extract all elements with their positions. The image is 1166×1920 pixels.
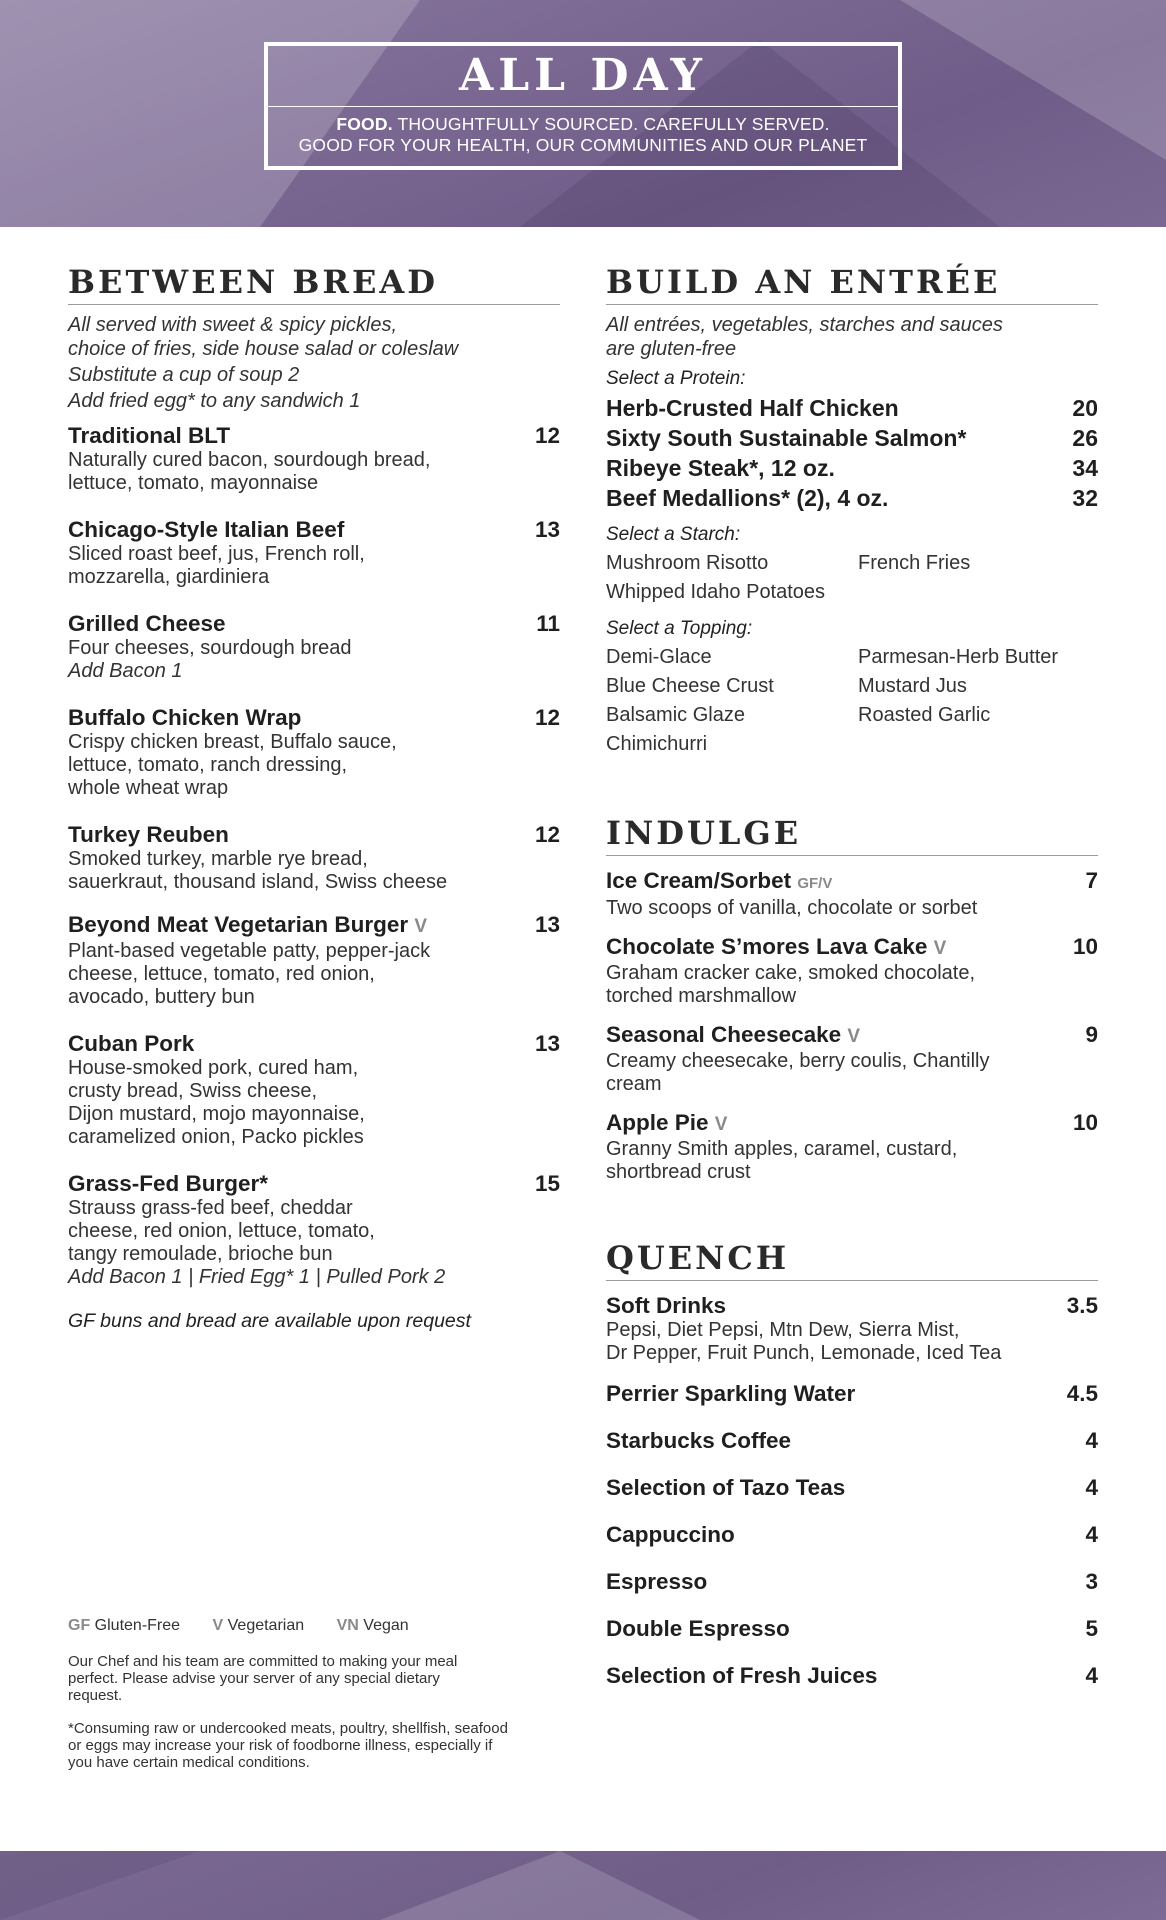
raw-food-warning: *Consuming raw or undercooked meats, poultry, shellfish, seafood or eggs may increase your risk of foodborne illness, especially if you have certain medical conditions. <box>68 1720 508 1771</box>
item-name: Seasonal Cheesecake <box>606 1022 842 1047</box>
right-column <box>606 262 1098 1689</box>
menu-item <box>68 611 560 683</box>
item-name: Espresso <box>606 1569 708 1594</box>
note-line: Add fried egg* to any sandwich 1 <box>68 390 361 412</box>
gf-v-tag: GF/V <box>797 875 833 892</box>
item-price: 9 <box>1085 1022 1098 1047</box>
drink-item <box>606 1475 1098 1501</box>
item-name: Turkey Reuben <box>68 822 229 847</box>
item-desc: cream <box>606 1073 662 1095</box>
legend-gf-code: GF <box>68 1617 91 1634</box>
starch-option <box>858 578 1098 607</box>
item-price: 4 <box>1085 1475 1098 1500</box>
topping-option: Roasted Garlic <box>858 704 991 726</box>
item-desc: Dijon mustard, mojo mayonnaise, <box>68 1103 365 1125</box>
starch-grid <box>606 549 1098 607</box>
section-title-indulge: INDULGE <box>606 813 1098 856</box>
item-name: Selection of Fresh Juices <box>606 1663 878 1688</box>
section-title-quench: QUENCH <box>606 1238 1098 1281</box>
item-price: 12 <box>534 423 560 448</box>
item-desc: Granny Smith apples, caramel, custard, <box>606 1138 958 1160</box>
topping-grid <box>606 643 1098 759</box>
drink-item <box>606 1663 1098 1689</box>
item-desc: House-smoked pork, cured ham, <box>68 1057 359 1079</box>
menu-title: ALL DAY <box>459 50 707 101</box>
between-bread-notes <box>68 313 560 413</box>
item-desc: cheese, red onion, lettuce, tomato, <box>68 1220 375 1242</box>
item-name: Selection of Tazo Teas <box>606 1475 846 1500</box>
item-desc: Strauss grass-fed beef, cheddar <box>68 1197 353 1219</box>
item-desc: shortbread crust <box>606 1161 751 1183</box>
drink-item <box>606 1569 1098 1595</box>
starch-option: Mushroom Risotto <box>606 552 769 574</box>
item-desc: Two scoops of vanilla, chocolate or sorbet <box>606 897 978 919</box>
legend-row <box>68 1617 518 1635</box>
protein-price: 26 <box>1072 425 1098 451</box>
protein-name: Sixty South Sustainable Salmon* <box>606 425 967 451</box>
item-desc: Creamy cheesecake, berry coulis, Chantilly <box>606 1050 990 1072</box>
item-desc: cheese, lettuce, tomato, red onion, <box>68 963 375 985</box>
item-name-wrap <box>606 868 832 897</box>
chef-note: Our Chef and his team are committed to making your meal perfect. Please advise your server of any special dietary request. <box>68 1653 458 1704</box>
item-price: 10 <box>1072 934 1098 959</box>
item-name: Double Espresso <box>606 1616 790 1641</box>
drink-item <box>606 1428 1098 1454</box>
legend-v-code: V <box>212 1617 224 1634</box>
item-desc: avocado, buttery bun <box>68 986 255 1008</box>
item-name: Grass-Fed Burger* <box>68 1171 269 1196</box>
protein-price: 32 <box>1072 485 1098 511</box>
item-name: Traditional BLT <box>68 423 231 448</box>
item-desc: mozzarella, giardiniera <box>68 566 270 588</box>
protein-name: Beef Medallions* (2), 4 oz. <box>606 485 889 511</box>
item-desc: Graham cracker cake, smoked chocolate, <box>606 962 976 984</box>
note-line: choice of fries, side house salad or coleslaw <box>68 338 459 360</box>
menu-item <box>68 912 560 1009</box>
starch-option: Whipped Idaho Potatoes <box>606 581 826 603</box>
footer-band <box>0 1851 1166 1920</box>
menu-item <box>68 1031 560 1149</box>
starch-option: French Fries <box>858 552 971 574</box>
header-banner <box>0 0 1166 227</box>
section-title-build-entree: BUILD AN ENTRÉE <box>606 262 1098 305</box>
tagline <box>268 107 898 156</box>
vegetarian-tag: V <box>933 938 947 959</box>
drink-item <box>606 1522 1098 1548</box>
legend-v-label: Vegetarian <box>227 1617 305 1634</box>
menu-item <box>68 705 560 800</box>
item-desc: crusty bread, Swiss cheese, <box>68 1080 317 1102</box>
item-price: 4 <box>1085 1522 1098 1547</box>
item-addon: Add Bacon 1 <box>68 660 183 682</box>
item-name: Apple Pie <box>606 1110 709 1135</box>
item-name: Chicago-Style Italian Beef <box>68 517 345 542</box>
item-price: 10 <box>1072 1110 1098 1135</box>
protein-name: Ribeye Steak*, 12 oz. <box>606 455 835 481</box>
tagline-line1: THOUGHTFULLY SOURCED. CAREFULLY SERVED. <box>397 114 830 134</box>
item-desc: Four cheeses, sourdough bread <box>68 637 352 659</box>
protein-row <box>606 423 1098 453</box>
topping-option: Blue Cheese Crust <box>606 675 774 697</box>
topping-option <box>858 730 1098 759</box>
topping-option: Mustard Jus <box>858 675 967 697</box>
topping-option: Parmesan-Herb Butter <box>858 646 1059 668</box>
protein-price: 34 <box>1072 455 1098 481</box>
item-desc: Pepsi, Diet Pepsi, Mtn Dew, Sierra Mist, <box>606 1319 960 1341</box>
item-name: Beyond Meat Vegetarian Burger <box>68 912 409 937</box>
legend-vn-code: VN <box>336 1617 359 1634</box>
item-name-wrap <box>606 1110 727 1138</box>
protein-row <box>606 393 1098 423</box>
note-line: All entrées, vegetables, starches and sauces <box>606 314 1003 336</box>
menu-item <box>606 1022 1098 1096</box>
left-column <box>68 262 560 1333</box>
menu-item <box>68 517 560 589</box>
item-price: 12 <box>534 705 560 730</box>
item-name: Grilled Cheese <box>68 611 226 636</box>
item-name-wrap <box>606 934 946 962</box>
menu-item <box>68 822 560 894</box>
menu-item <box>68 423 560 495</box>
menu-item <box>606 868 1098 920</box>
build-entree-notes <box>606 313 1098 361</box>
tagline-line2: GOOD FOR YOUR HEALTH, OUR COMMUNITIES AND OUR PLANET <box>298 135 868 155</box>
item-addon: Add Bacon 1 | Fried Egg* 1 | Pulled Pork 2 <box>68 1266 446 1288</box>
gf-bread-note: GF buns and bread are available upon request <box>68 1310 471 1332</box>
item-price: 7 <box>1085 868 1098 893</box>
legend-v <box>213 1617 305 1634</box>
item-name: Soft Drinks <box>606 1293 727 1318</box>
item-price: 3 <box>1085 1569 1098 1594</box>
item-desc: sauerkraut, thousand island, Swiss cheese <box>68 871 448 893</box>
menu-item <box>606 1110 1098 1184</box>
item-name: Ice Cream/Sorbet <box>606 868 792 893</box>
topping-option: Balsamic Glaze <box>606 704 745 726</box>
item-desc: Sliced roast beef, jus, French roll, <box>68 543 365 565</box>
item-name: Chocolate S’mores Lava Cake <box>606 934 928 959</box>
item-name: Cuban Pork <box>68 1031 195 1056</box>
protein-name: Herb-Crusted Half Chicken <box>606 395 899 421</box>
topping-option: Demi-Glace <box>606 646 712 668</box>
vegetarian-tag: V <box>714 1114 728 1135</box>
item-desc: Naturally cured bacon, sourdough bread, <box>68 449 431 471</box>
item-price: 11 <box>536 611 560 636</box>
item-price: 13 <box>534 517 560 542</box>
item-desc: Dr Pepper, Fruit Punch, Lemonade, Iced Tea <box>606 1342 1002 1364</box>
topping-option: Chimichurri <box>606 733 708 755</box>
protein-row <box>606 483 1098 513</box>
item-price: 4.5 <box>1066 1381 1098 1406</box>
item-price: 4 <box>1085 1663 1098 1688</box>
protein-row <box>606 453 1098 483</box>
item-desc: Plant-based vegetable patty, pepper-jack <box>68 940 431 962</box>
item-price: 5 <box>1085 1616 1098 1641</box>
drink-item <box>606 1616 1098 1642</box>
drink-item <box>606 1381 1098 1407</box>
note-line: are gluten-free <box>606 338 737 360</box>
item-desc: Smoked turkey, marble rye bread, <box>68 848 368 870</box>
menu-item <box>606 934 1098 1008</box>
item-price: 3.5 <box>1066 1293 1098 1318</box>
item-name: Perrier Sparkling Water <box>606 1381 856 1406</box>
legend-gf <box>68 1617 180 1634</box>
note-line: Substitute a cup of soup 2 <box>68 364 300 386</box>
legend-gf-label: Gluten-Free <box>94 1617 181 1634</box>
item-price: 4 <box>1085 1428 1098 1453</box>
legend-vn-label: Vegan <box>363 1617 409 1634</box>
vegetarian-tag: V <box>414 916 428 937</box>
item-desc: lettuce, tomato, mayonnaise <box>68 472 319 494</box>
item-price: 12 <box>534 822 560 847</box>
section-title-between-bread: BETWEEN BREAD <box>68 262 560 305</box>
item-name: Cappuccino <box>606 1522 735 1547</box>
protein-price: 20 <box>1072 395 1098 421</box>
item-desc: tangy remoulade, brioche bun <box>68 1243 333 1265</box>
dietary-legend <box>68 1617 518 1771</box>
item-price: 13 <box>534 1031 560 1056</box>
topping-label: Select a Topping: <box>606 618 753 639</box>
tagline-bold: FOOD. <box>336 114 393 134</box>
item-price: 13 <box>534 912 560 937</box>
footer-facet-pattern <box>0 1851 1166 1920</box>
drink-item <box>606 1293 1098 1365</box>
item-name-wrap <box>606 1022 860 1050</box>
protein-label: Select a Protein: <box>606 368 746 389</box>
item-desc: caramelized onion, Packo pickles <box>68 1126 364 1148</box>
item-name: Starbucks Coffee <box>606 1428 792 1453</box>
item-desc: lettuce, tomato, ranch dressing, <box>68 754 348 776</box>
menu-item <box>68 1171 560 1289</box>
item-desc: torched marshmallow <box>606 985 797 1007</box>
vegetarian-tag: V <box>847 1026 861 1047</box>
item-price: 15 <box>534 1171 560 1196</box>
starch-label: Select a Starch: <box>606 524 741 545</box>
item-desc: whole wheat wrap <box>68 777 229 799</box>
item-desc: Crispy chicken breast, Buffalo sauce, <box>68 731 397 753</box>
item-name: Buffalo Chicken Wrap <box>68 705 302 730</box>
legend-vn <box>337 1617 409 1634</box>
note-line: All served with sweet & spicy pickles, <box>68 314 398 336</box>
protein-list <box>606 393 1098 513</box>
title-box <box>264 42 902 170</box>
item-name-wrap <box>68 912 427 940</box>
